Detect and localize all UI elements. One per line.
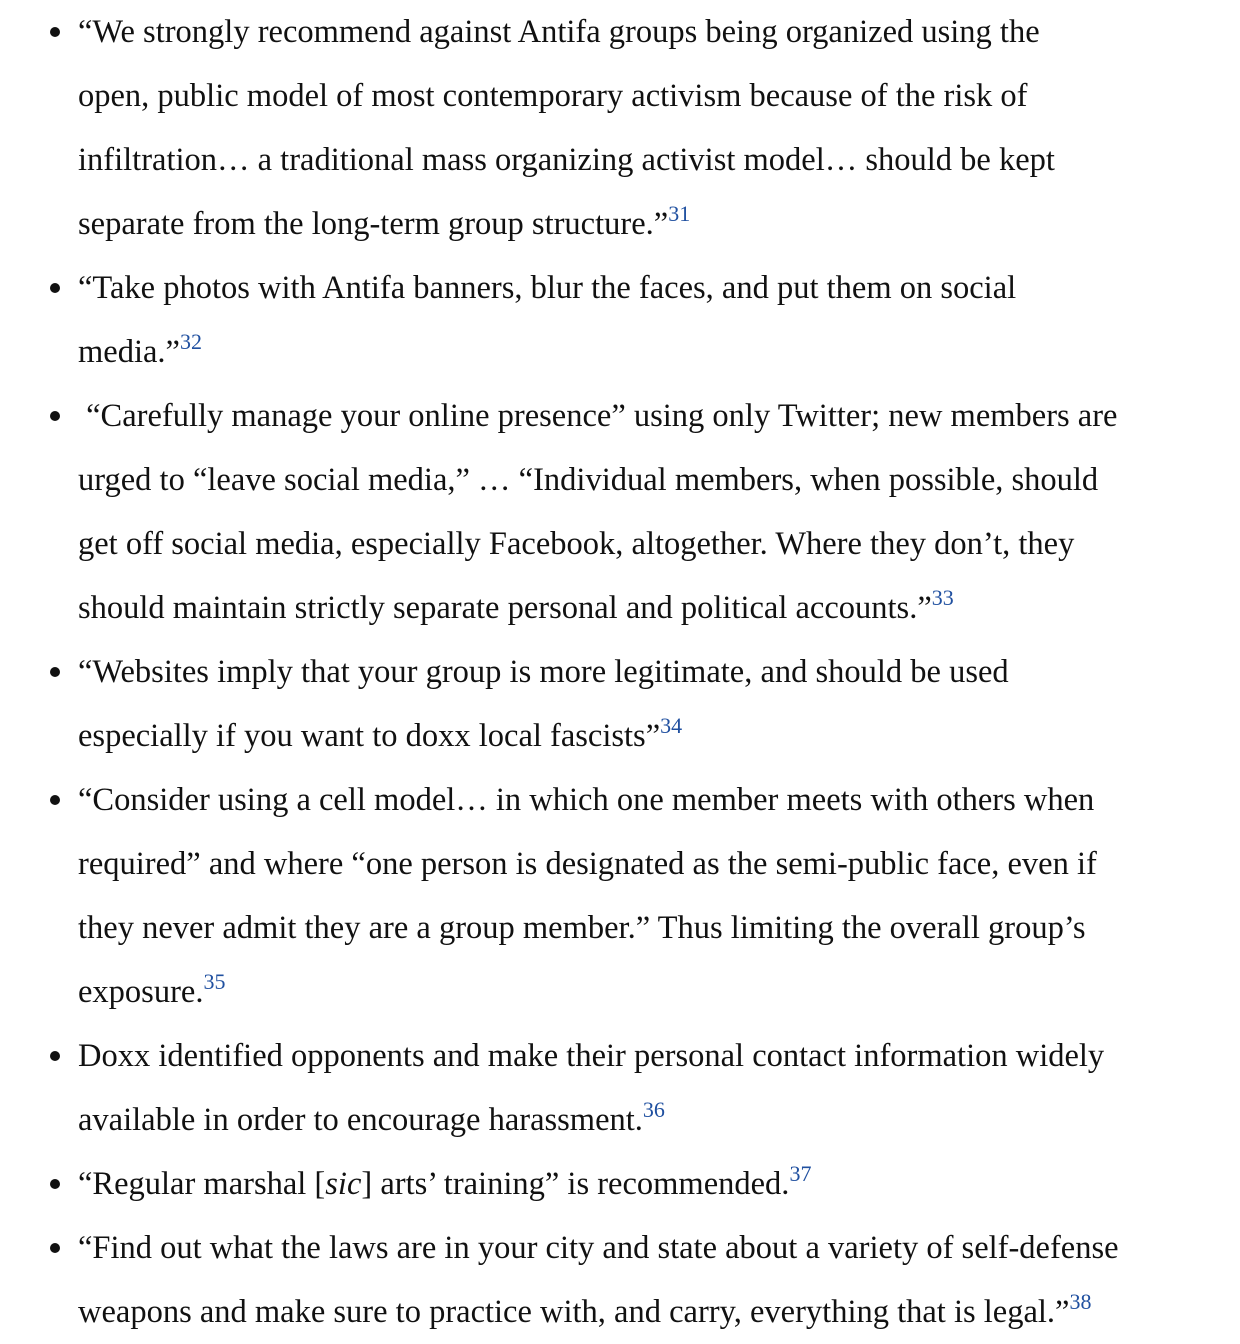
text-line: “Websites imply that your group is more legitimate, and should be used (78, 654, 1009, 690)
text-fragment: media.” (78, 334, 180, 370)
footnote-link[interactable]: 32 (179, 329, 202, 354)
text-line: get off social media, especially Facebook, altogether. Where they don’t, they (78, 526, 1075, 562)
text-line-last (78, 960, 1203, 1024)
text-line-last (78, 576, 1203, 640)
text-line-last (78, 1088, 1203, 1152)
list-item (78, 1152, 1203, 1216)
text-line: “Consider using a cell model… in which one member meets with others when (78, 782, 1095, 818)
sic-emphasis: sic (325, 1166, 362, 1202)
footnote-link[interactable]: 37 (789, 1161, 812, 1186)
bullet-icon (50, 1243, 60, 1253)
text-line: infiltration… a traditional mass organizing activist model… should be kept (78, 142, 1055, 178)
text-line-last (78, 704, 1203, 768)
bullet-icon (50, 1179, 60, 1189)
text-fragment: especially if you want to doxx local fascists” (78, 718, 661, 754)
bullet-icon (50, 667, 60, 677)
list-item (78, 256, 1203, 384)
bullet-icon (50, 411, 60, 421)
text-fragment: should maintain strictly separate personal and political accounts.” (78, 590, 932, 626)
text-line: urged to “leave social media,” … “Individual members, when possible, should (78, 462, 1099, 498)
footnote-link[interactable]: 35 (203, 969, 226, 994)
list-item (78, 0, 1203, 256)
footnote-link[interactable]: 34 (660, 713, 683, 738)
text-fragment: separate from the long-term group structure.” (78, 206, 669, 242)
text-line: “Find out what the laws are in your city and state about a variety of self-defense (78, 1230, 1119, 1266)
text-line-last (78, 192, 1203, 256)
text-line-last (78, 1152, 1203, 1216)
text-line: “Take photos with Antifa banners, blur the faces, and put them on social (78, 270, 1017, 306)
list-item (78, 1024, 1203, 1152)
bullet-list (78, 0, 1203, 1344)
bullet-icon (50, 27, 60, 37)
footnote-link[interactable]: 36 (642, 1097, 665, 1122)
text-line: required” and where “one person is designated as the semi-public face, even if (78, 846, 1097, 882)
text-fragment: available in order to encourage harassment. (78, 1102, 643, 1138)
text-fragment: “Regular marshal [ (78, 1166, 326, 1202)
bullet-icon (50, 1051, 60, 1061)
text-line: “Carefully manage your online presence” using only Twitter; new members are (78, 398, 1118, 434)
text-line-last (78, 320, 1203, 384)
footnote-link[interactable]: 38 (1069, 1289, 1092, 1314)
text-line: open, public model of most contemporary activism because of the risk of (78, 78, 1028, 114)
footnote-link[interactable]: 33 (931, 585, 954, 610)
text-line-last (78, 1280, 1203, 1344)
list-item (78, 768, 1203, 1024)
bullet-icon (50, 283, 60, 293)
text-fragment: ] arts’ training” is recommended. (361, 1166, 790, 1202)
text-fragment: exposure. (78, 974, 204, 1010)
text-line: Doxx identified opponents and make their personal contact information widely (78, 1038, 1105, 1074)
text-line: “We strongly recommend against Antifa groups being organized using the (78, 14, 1040, 50)
list-item (78, 1216, 1203, 1344)
bullet-icon (50, 795, 60, 805)
list-item (78, 384, 1203, 640)
list-item (78, 640, 1203, 768)
text-line: they never admit they are a group member.” Thus limiting the overall group’s (78, 910, 1086, 946)
text-fragment: weapons and make sure to practice with, and carry, everything that is legal.” (78, 1294, 1070, 1330)
footnote-link[interactable]: 31 (668, 201, 691, 226)
